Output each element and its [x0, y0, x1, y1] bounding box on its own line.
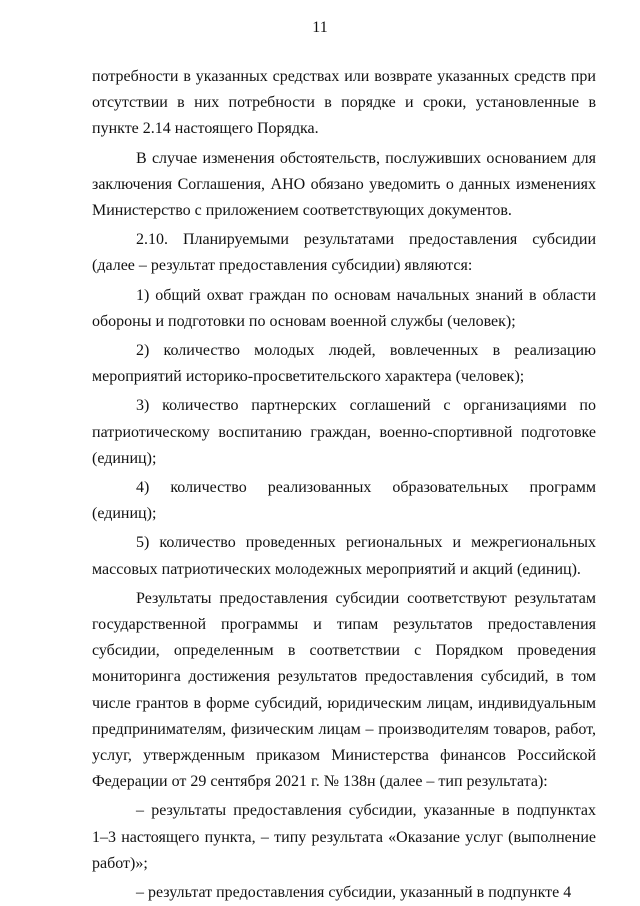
- page-number: 11: [312, 19, 328, 36]
- list-item-4: 4) количество реализованных образовательных программ (единиц);: [92, 479, 596, 523]
- list-item-3: 3) количество партнерских соглашений с организациями по патриотическому воспитанию граждан, военно-спортивной подготовке (единиц);: [92, 397, 596, 467]
- dash-item-results-1-3: – результаты предоставления субсидии, указанные в подпунктах 1–3 настоящего пункта, – типу результата «Оказание услуг (выполнение работ)»;: [92, 802, 596, 872]
- paragraph-continuation: потребности в указанных средствах или возврате указанных средств при отсутствии в них потребности в порядке и сроки, установленные в пункте 2.14 настоящего Порядка.: [92, 68, 596, 138]
- paragraph-circumstances-change: В случае изменения обстоятельств, послуживших основанием для заключения Соглашения, АНО обязано уведомить о данных изменениях Министерство с приложением соответствующих документов.: [92, 149, 596, 220]
- dash-item-result-4: – результат предоставления субсидии, указанный в подпункте 4: [136, 884, 572, 902]
- paragraph-2-10-planned-results: 2.10. Планируемыми результатами предоставления субсидии (далее – результат предоставления субсидии) являются:: [92, 231, 596, 275]
- document-body: [92, 64, 596, 906]
- list-item-5: 5) количество проведенных региональных и межрегиональных массовых патриотических молодежных мероприятий и акций (единиц).: [92, 534, 596, 578]
- list-item-2: 2) количество молодых людей, вовлеченных в реализацию мероприятий историко-просветительского характера (человек);: [92, 342, 596, 386]
- list-item-1: 1) общий охват граждан по основам начальных знаний в области обороны и подготовки по основам военной службы (человек);: [92, 286, 596, 330]
- paragraph-results-correspondence: Результаты предоставления субсидии соответствуют результатам государственной программы и типам результатов предоставления субсидии, определенным в соответствии с Порядком проведения мониторинга достижения результатов предоставления субсидий, в том числе грантов в форме субсидий, юридическим лицам, индивидуальным предпринимателям, физическим лицам – производителям товаров, работ, услуг, утвержденным приказом Министерства финансов Российской Федерации от 29 сентября 2021 г. № 138н (далее – тип результата):: [92, 589, 596, 791]
